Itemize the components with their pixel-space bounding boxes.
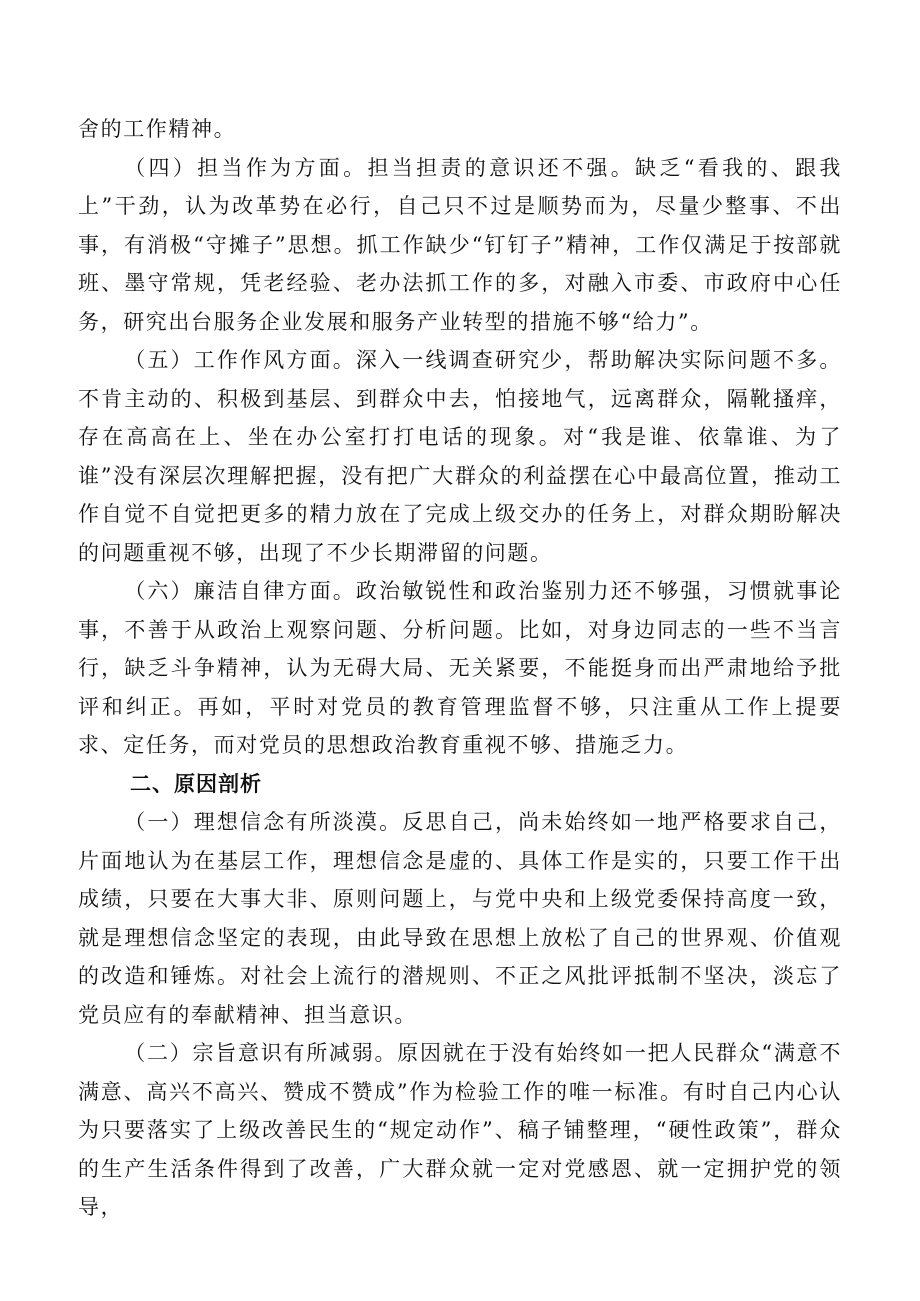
paragraph-cause-two: （二）宗旨意识有所减弱。原因就在于没有始终如一把人民群众“满意不满意、高兴不高兴、赞成不赞成”作为检验工作的唯一标准。有时自己内心认为只要落实了上级改善民生的“规定动作”、稿子铺整理，“硬性政策”，群众的生产生活条件得到了改善，广大群众就一定对党感恩、就一定拥护党的领导， (78, 1041, 842, 1219)
paragraph-section-four: （四）担当作为方面。担当担责的意识还不强。缺乏“看我的、跟我上”干劲，认为改革势在必行，自己只不过是顺势而为，尽量少整事、不出事，有消极“守摊子”思想。抓工作缺少“钉钉子”精神，工作仅满足于按部就班、墨守常规，凭老经验、老办法抓工作的多，对融入市委、市政府中心任务，研究出台服务企业发展和服务产业转型的措施不够“给力”。 (78, 155, 842, 334)
paragraph-cause-one: （一）理想信念有所淡漠。反思自己，尚未始终如一地严格要求自己，片面地认为在基层工作，理想信念是虚的、具体工作是实的，只要工作干出成绩，只要在大事大非、原则问题上，与党中央和上级党委保持高度一致，就是理想信念坚定的表现，由此导致在思想上放松了自己的世界观、价值观的改造和锤炼。对社会上流行的潜规则、不正之风批评抵制不坚决，淡忘了党员应有的奉献精神、担当意识。 (78, 810, 842, 1027)
paragraph-continuation: 舍的工作精神。 (78, 117, 237, 141)
paragraph-section-six: （六）廉洁自律方面。政治敏锐性和政治鉴别力还不够强，习惯就事论事，不善于从政治上观察问题、分析问题。比如，对身边同志的一些不当言行，缺乏斗争精神，认为无碍大局、无关紧要，不能挺身而出严肃地给予批评和纠正。再如，平时对党员的教育管理监督不够，只注重从工作上提要求、定任务，而对党员的思想政治教育重视不够、措施乏力。 (78, 579, 842, 757)
document-body (78, 110, 842, 1227)
paragraph-section-five: （五）工作作风方面。深入一线调查研究少，帮助解决实际问题不多。不肯主动的、积极到基层、到群众中去，怕接地气，远离群众，隔靴搔痒，存在高高在上、坐在办公室打打电话的现象。对“我是谁、依靠谁、为了谁”没有深层次理解把握，没有把广大群众的利益摆在心中最高位置，推动工作自觉不自觉把更多的精力放在了完成上级交办的任务上，对群众期盼解决的问题重视不够，出现了不少长期滞留的问题。 (78, 348, 842, 565)
section-heading-cause-analysis: 二、原因剖析 (130, 771, 262, 796)
